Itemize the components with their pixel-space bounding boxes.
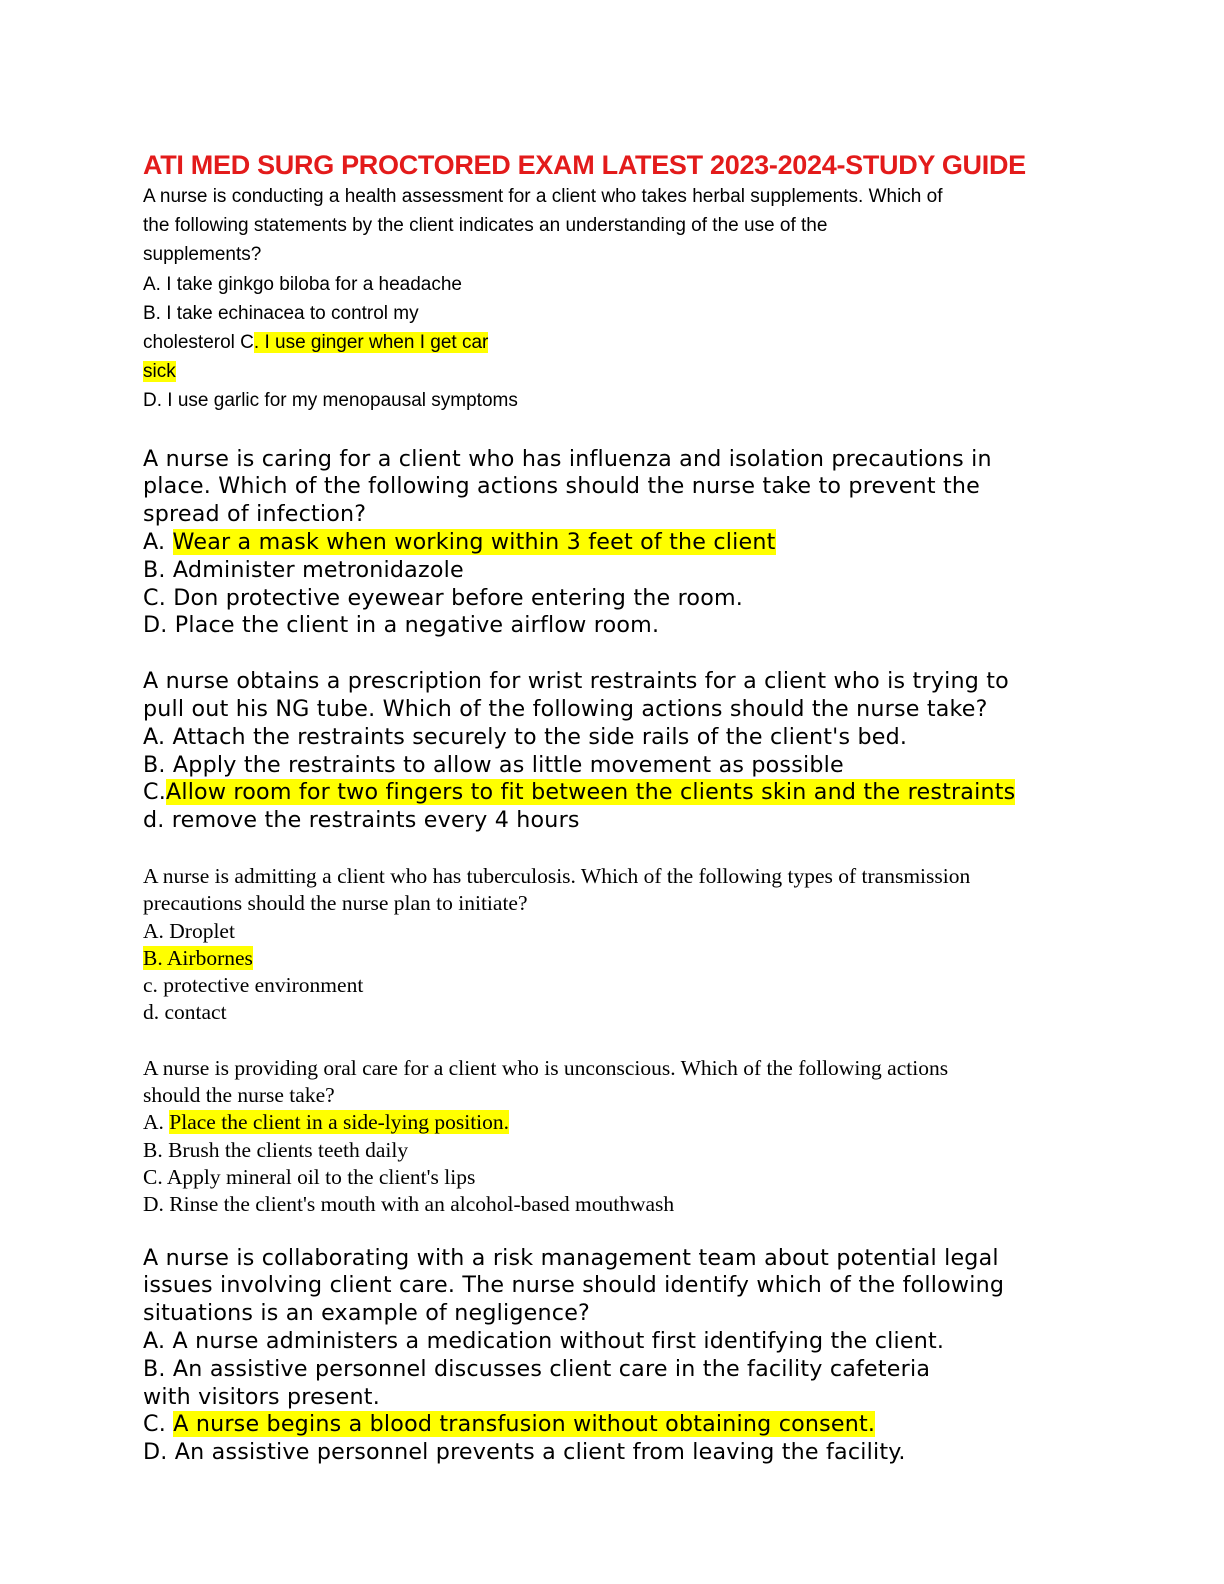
option-a: A. I take ginkgo biloba for a headache xyxy=(143,273,463,295)
option-a-prefix: A. xyxy=(143,1110,170,1135)
question-5 xyxy=(143,1055,1073,1219)
highlighted-answer: Wear a mask when working within 3 feet of the client xyxy=(172,529,776,556)
question-stem-line: A nurse obtains a prescription for wrist restraints for a client who is trying to xyxy=(143,668,1009,695)
option-c: C. Apply mineral oil to the client's lips xyxy=(143,1164,476,1189)
highlighted-answer: Allow room for two fingers to fit between the clients skin and the restraints xyxy=(165,779,1016,806)
option-a-prefix: A. xyxy=(143,529,173,556)
question-stem-line: A nurse is caring for a client who has influenza and isolation precautions in xyxy=(143,445,992,472)
option-b: B. I take echinacea to control my xyxy=(143,302,419,324)
highlighted-answer: A nurse begins a blood transfusion without obtaining consent. xyxy=(173,1411,876,1438)
option-b-continued: with visitors present. xyxy=(143,1383,380,1410)
question-stem-line: A nurse is admitting a client who has tuberculosis. Which of the following types of transmission xyxy=(143,863,971,888)
option-a: A. Droplet xyxy=(143,918,235,943)
question-stem-line: A nurse is conducting a health assessment for a client who takes herbal supplements. Which of xyxy=(143,186,943,207)
option-b: B. Apply the restraints to allow as little movement as possible xyxy=(143,751,844,778)
option-d: D. An assistive personnel prevents a client from leaving the facility. xyxy=(143,1439,906,1466)
question-stem-line: spread of infection? xyxy=(143,501,367,528)
option-c-prefix: cholesterol C xyxy=(143,332,254,354)
option-a: A. Attach the restraints securely to the side rails of the client's bed. xyxy=(143,723,908,750)
option-c xyxy=(143,328,1073,357)
question-stem-line: situations is an example of negligence? xyxy=(143,1300,591,1327)
highlighted-answer: B. Airbornes xyxy=(143,945,253,970)
question-stem-line: precautions should the nurse plan to initiate? xyxy=(143,891,528,916)
option-b: B. Brush the clients teeth daily xyxy=(143,1137,409,1162)
option-d: d. remove the restraints every 4 hours xyxy=(143,807,580,834)
option-c-prefix: C. xyxy=(143,779,166,806)
question-2 xyxy=(143,446,1073,641)
question-6 xyxy=(143,1245,1073,1467)
question-4 xyxy=(143,863,1073,1027)
option-c-continued xyxy=(143,357,1073,386)
option-c xyxy=(143,779,1073,807)
option-b: B. Administer metronidazole xyxy=(143,556,464,583)
question-1 xyxy=(143,182,1073,416)
document-page xyxy=(143,148,1073,1467)
highlighted-answer: Place the client in a side-lying position. xyxy=(169,1110,510,1135)
option-d: D. Place the client in a negative airflow room. xyxy=(143,612,660,639)
question-stem-line: supplements? xyxy=(143,244,262,266)
question-stem-line: pull out his NG tube. Which of the following actions should the nurse take? xyxy=(143,696,988,722)
option-d: d. contact xyxy=(143,1000,227,1025)
option-d: D. I use garlic for my menopausal symptoms xyxy=(143,390,518,412)
option-a: A. A nurse administers a medication without first identifying the client. xyxy=(143,1327,945,1354)
option-d: D. Rinse the client's mouth with an alcohol-based mouthwash xyxy=(143,1192,675,1217)
highlighted-answer: sick xyxy=(143,361,176,383)
question-stem-line: should the nurse take? xyxy=(143,1083,335,1108)
option-b xyxy=(143,945,1073,972)
question-stem-line: A nurse is collaborating with a risk management team about potential legal xyxy=(143,1244,999,1271)
question-stem-line: issues involving client care. The nurse should identify which of the following xyxy=(143,1272,1005,1299)
question-stem-line: A nurse is providing oral care for a client who is unconscious. Which of the following actions xyxy=(143,1055,949,1080)
question-stem-line: the following statements by the client indicates an understanding of the use of the xyxy=(143,215,828,237)
option-c: c. protective environment xyxy=(143,973,364,998)
option-c xyxy=(143,1411,1073,1439)
option-c: C. Don protective eyewear before entering the room. xyxy=(143,584,744,611)
question-3 xyxy=(143,668,1073,835)
option-c-prefix: C. xyxy=(143,1411,174,1438)
question-stem-line: place. Which of the following actions should the nurse take to prevent the xyxy=(143,473,980,500)
document-title: ATI MED SURG PROCTORED EXAM LATEST 2023-2024-STUDY GUIDE xyxy=(143,150,1026,180)
option-a xyxy=(143,529,1073,557)
option-b: B. An assistive personnel discusses client care in the facility cafeteria xyxy=(143,1355,931,1382)
option-a xyxy=(143,1109,1073,1136)
highlighted-answer: . I use ginger when I get car xyxy=(253,332,489,354)
